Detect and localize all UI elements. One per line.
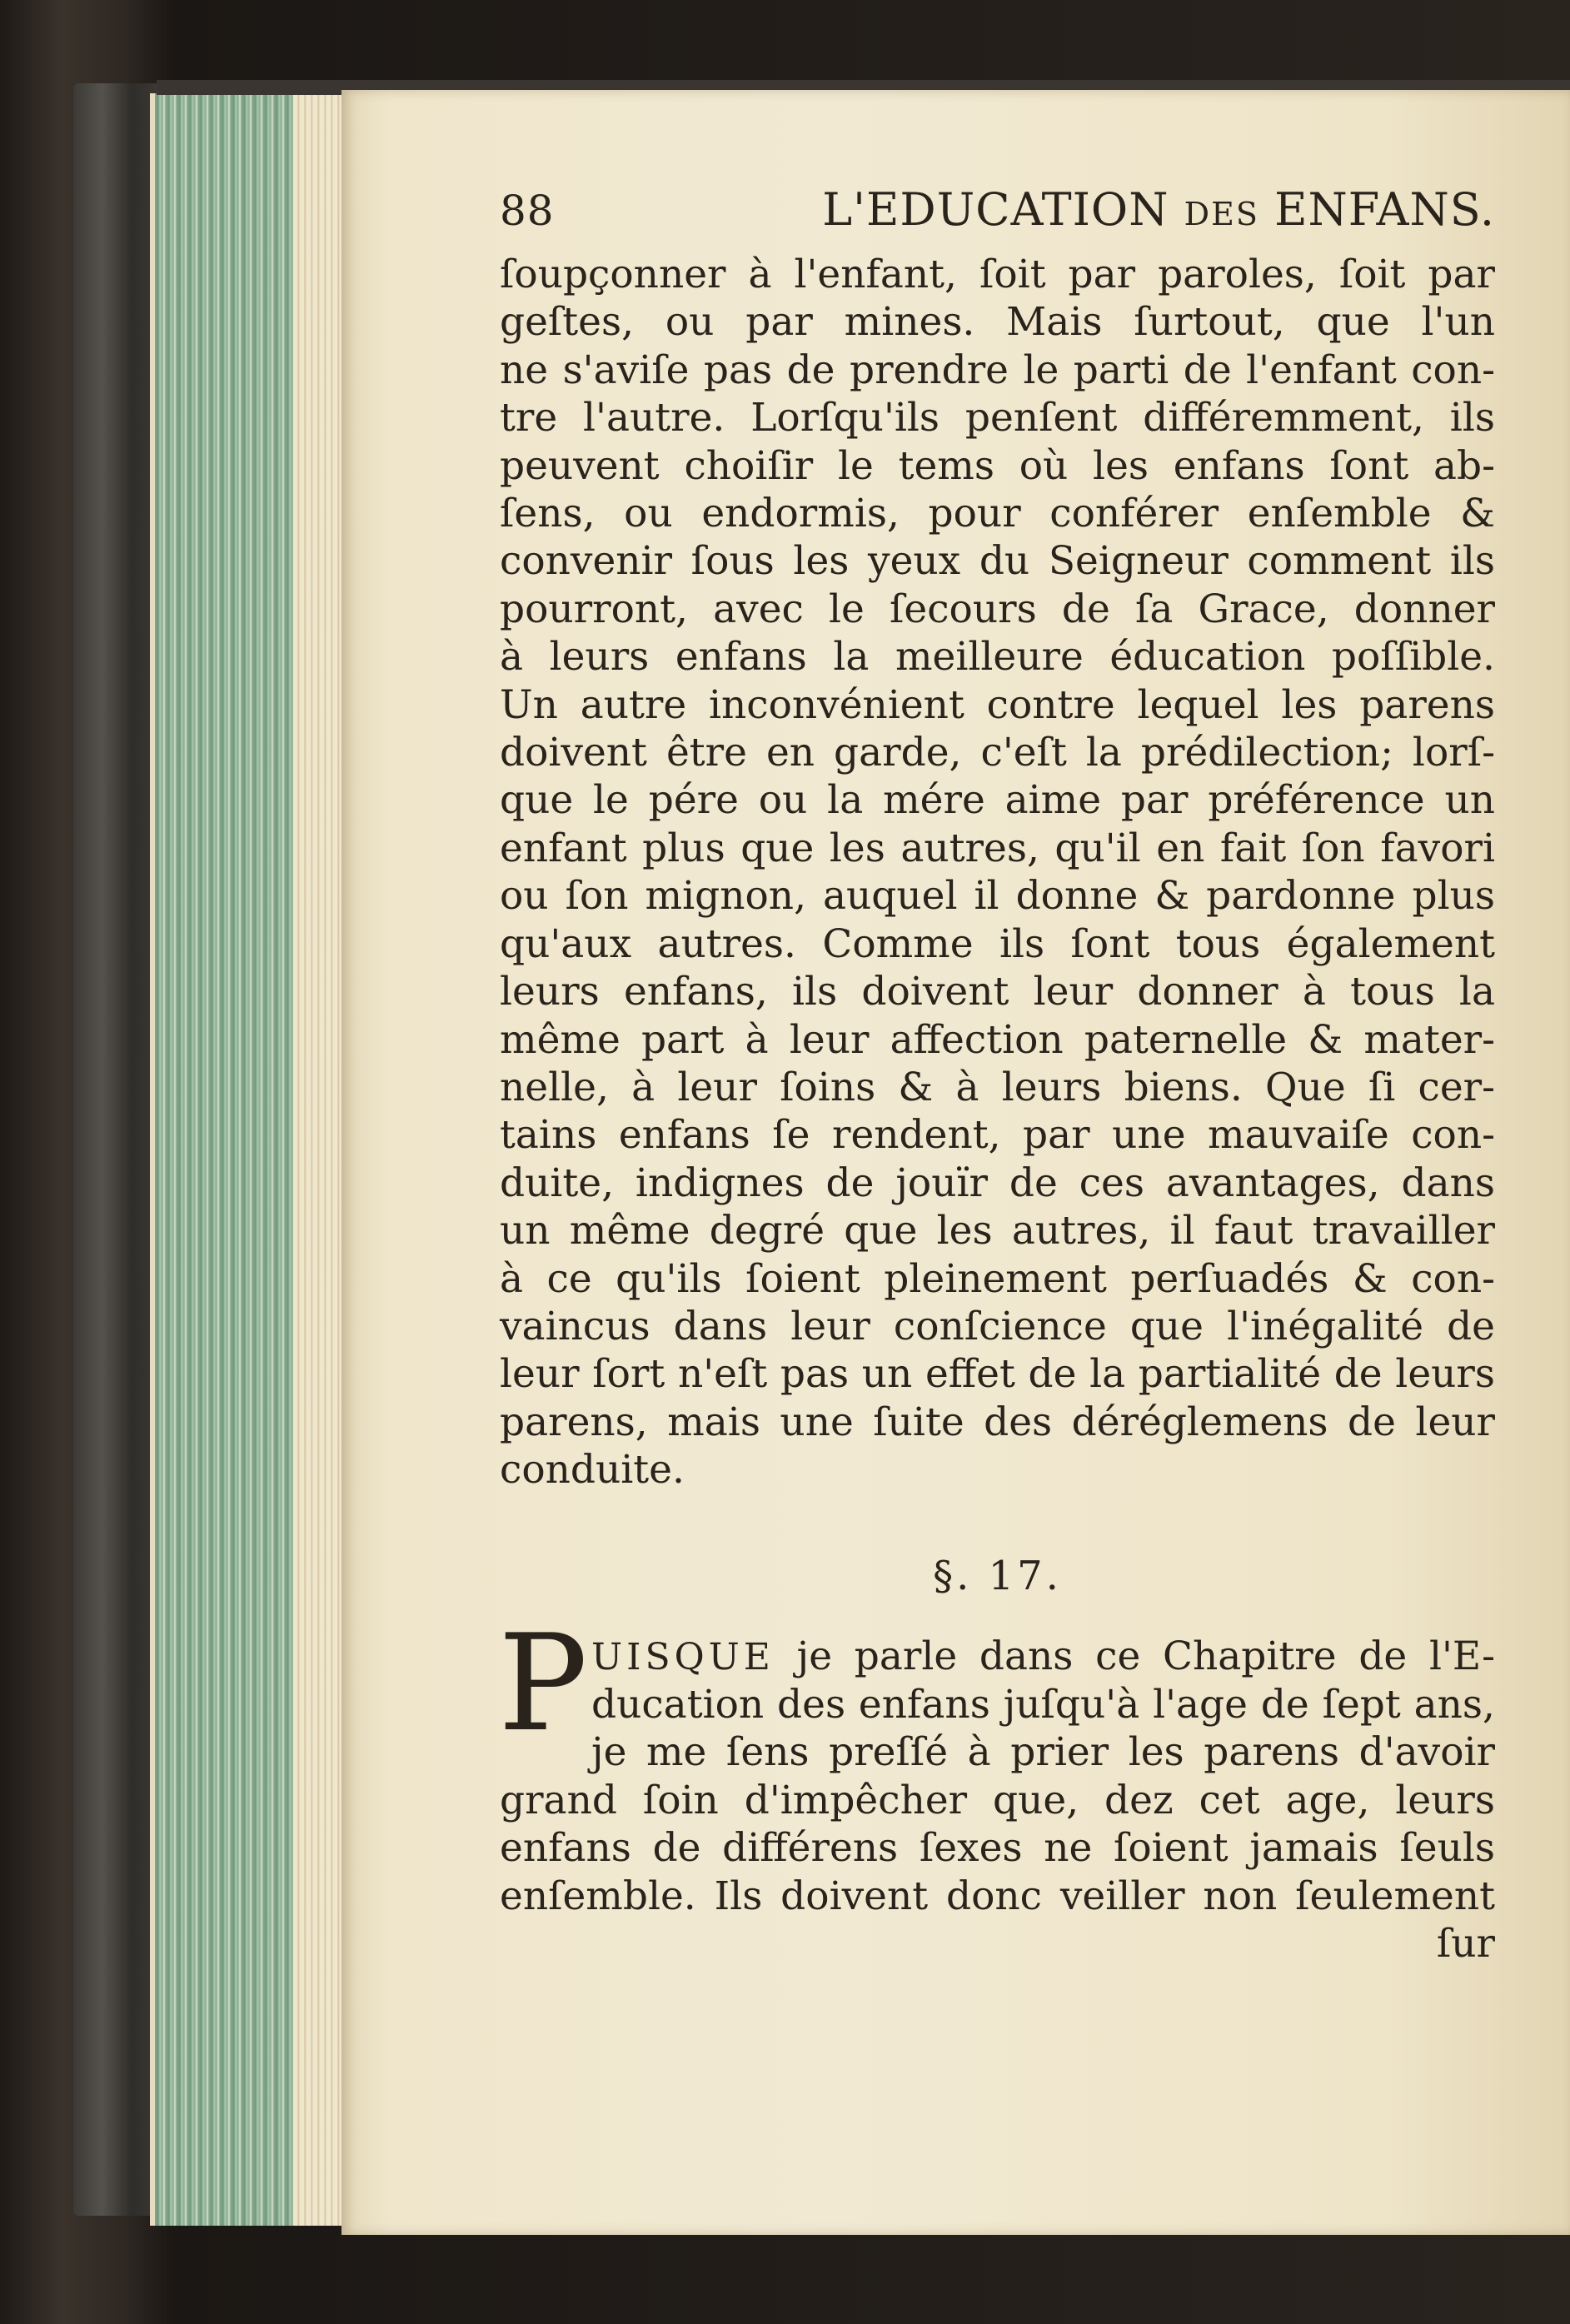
text-line: doivent être en garde, c'eſt la prédilection; lorſ- bbox=[500, 730, 1495, 776]
text-line: conduite. bbox=[500, 1447, 685, 1494]
text-line: pourront, avec le ſecours de ſa Grace, donner bbox=[500, 586, 1495, 632]
text-line: que le pére ou la mére aime par préférence un bbox=[500, 777, 1495, 824]
book-binding bbox=[73, 83, 157, 2216]
running-title bbox=[822, 183, 1495, 236]
text-line: leur ſort n'eſt pas un effet de la partialité de leurs bbox=[500, 1351, 1495, 1398]
title-main: L'EDUCATION bbox=[822, 183, 1169, 236]
title-end: ENFANS. bbox=[1274, 183, 1495, 236]
text-line: nelle, à leur ſoins & à leurs biens. Que ſi cer- bbox=[500, 1064, 1495, 1110]
paragraph-1 bbox=[500, 251, 1495, 1494]
text-line: vaincus dans leur conſcience que l'inégalité de bbox=[500, 1303, 1495, 1349]
text-line: tains enfans ſe rendent, par une mauvaiſe con- bbox=[500, 1112, 1495, 1159]
text-line: même part à leur affection paternelle & mater- bbox=[500, 1016, 1495, 1063]
text-line: je me ſens preſſé à prier les parens d'avoir bbox=[591, 1729, 1495, 1776]
running-header bbox=[500, 183, 1495, 236]
text-line: leurs enfans, ils doivent leur donner à tous la bbox=[500, 969, 1495, 1015]
paragraph-2 bbox=[498, 1604, 1495, 1968]
text-line: Un autre inconvénient contre lequel les parens bbox=[500, 681, 1495, 728]
green-page-edge bbox=[155, 93, 293, 2226]
page-edge-lines bbox=[293, 93, 343, 2226]
section-mark: §. 17. bbox=[933, 1552, 1062, 1599]
text-line: grand ſoin d'impêcher que, dez cet age, leurs bbox=[500, 1777, 1495, 1823]
text-line: enſemble. Ils doivent donc veiller non ſeulement bbox=[500, 1873, 1495, 1919]
text-line: enfans de différens ſexes ne ſoient jamais ſeuls bbox=[500, 1825, 1495, 1872]
text-line: à ce qu'ils ſoient pleinement perſuadés & con- bbox=[500, 1255, 1495, 1302]
page-text bbox=[500, 183, 1495, 1967]
text-line: ſoupçonner à l'enfant, ſoit par paroles, ſoit par bbox=[500, 252, 1495, 297]
text-line: enfant plus que les autres, qu'il en fait ſon favori bbox=[500, 825, 1495, 871]
page-number: 88 bbox=[500, 187, 555, 235]
text-line: à leurs enfans la meilleure éducation poſſible. bbox=[500, 634, 1495, 681]
text-line: qu'aux autres. Comme ils ſont tous également bbox=[500, 920, 1495, 967]
catchword: ſur bbox=[1436, 1921, 1495, 1967]
text-line-content: je parle dans ce Chapitre de l'E- bbox=[796, 1633, 1495, 1679]
text-line: un même degré que les autres, il faut travailler bbox=[500, 1208, 1495, 1254]
text-line: ducation des enfans juſqu'à l'age de ſept ans, bbox=[591, 1681, 1495, 1728]
text-line: ne s'aviſe pas de prendre le parti de l'enfant con- bbox=[500, 347, 1495, 393]
text-line: duite, indignes de jouïr de ces avantages, dans bbox=[500, 1160, 1495, 1206]
text-line: parens, mais une ſuite des déréglemens de leur bbox=[500, 1399, 1495, 1445]
text-line: geſtes, ou par mines. Mais ſurtout, que l'un bbox=[500, 299, 1495, 346]
text-line: convenir ſous les yeux du Seigneur comment ils bbox=[500, 538, 1495, 585]
text-line: ſens, ou endormis, pour conférer enſemble & bbox=[500, 491, 1495, 537]
text-line: peuvent choiſir le tems où les enfans ſont ab- bbox=[500, 442, 1495, 489]
title-small-caps: DES bbox=[1184, 196, 1259, 232]
text-line bbox=[500, 1633, 1495, 1681]
text-line: ou ſon mignon, auquel il donne & pardonne plus bbox=[500, 873, 1495, 920]
text-line: tre l'autre. Lorſqu'ils penſent différemment, ils bbox=[500, 395, 1495, 441]
drop-cap: P bbox=[498, 1604, 588, 1761]
first-word-caps: UISQUE bbox=[591, 1635, 775, 1678]
